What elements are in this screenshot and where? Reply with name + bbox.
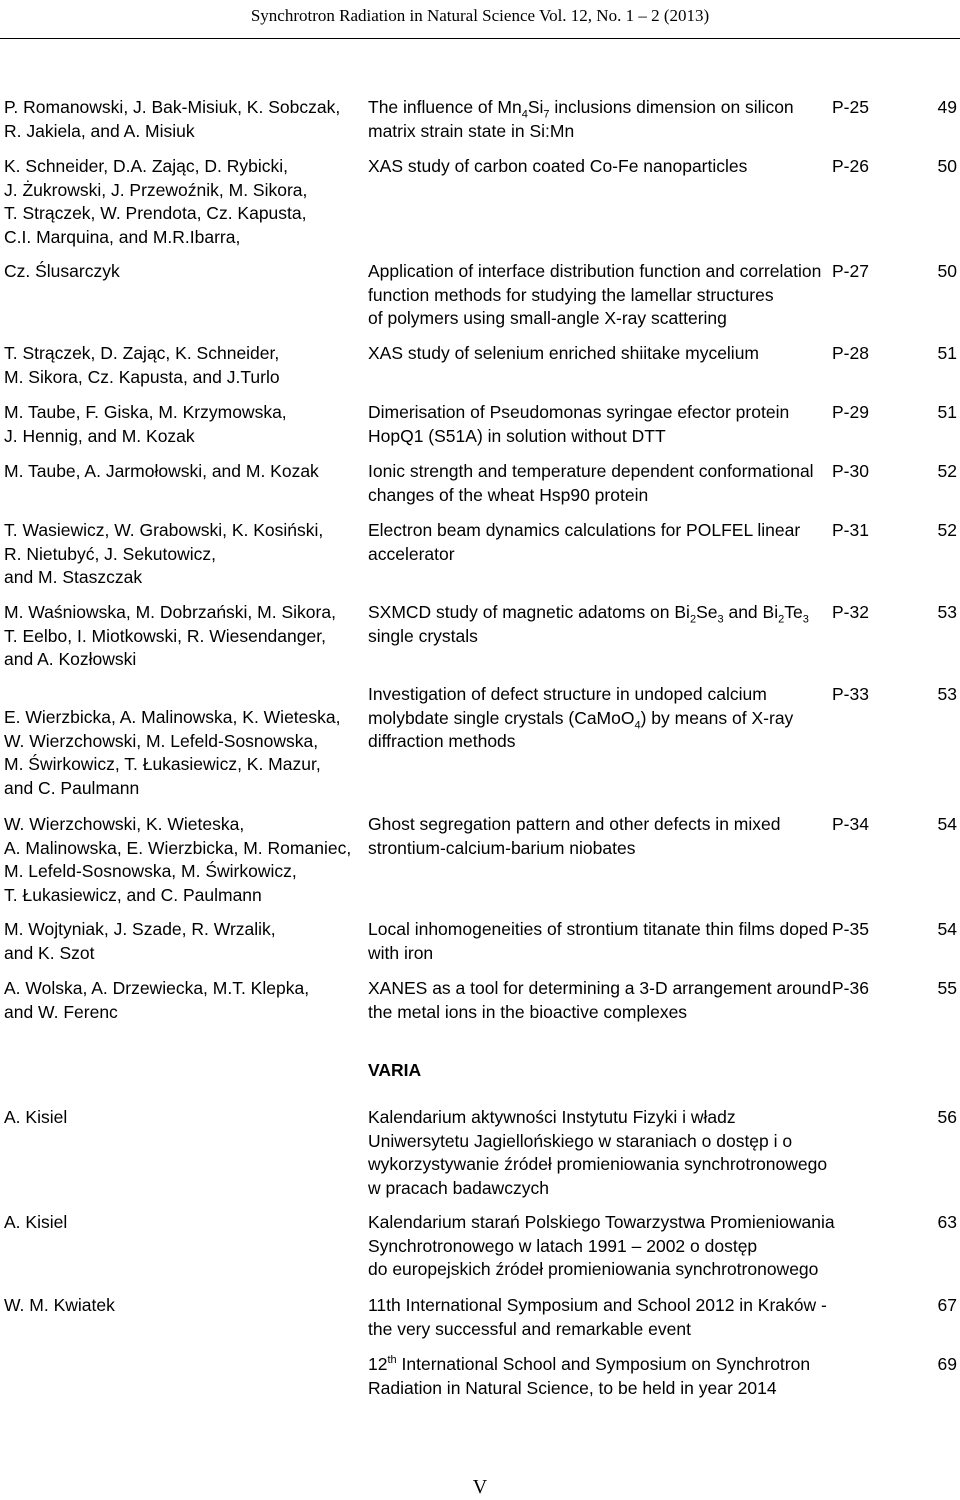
- entry-title: Electron beam dynamics calculations for POLFEL linear accelerator: [368, 520, 801, 564]
- poster-code: P-34: [832, 814, 869, 834]
- page-number: 52: [937, 461, 957, 481]
- entry-title: XAS study of carbon coated Co-Fe nanoparticles: [368, 156, 748, 176]
- page-number: 55: [937, 978, 957, 998]
- poster-code: P-35: [832, 919, 869, 939]
- entry-authors: M. Waśniowska, M. Dobrzański, M. Sikora, T. Eelbo, I. Miotkowski, R. Wiesendanger, and A. Kozłowski: [4, 602, 336, 670]
- page-folio: V: [472, 1476, 488, 1498]
- poster-code: P-32: [832, 602, 869, 622]
- entry-title: Investigation of defect structure in undoped calcium molybdate single crystals (CaMoO$_4$) by means of X-ray diffraction methods: [368, 684, 794, 752]
- page-number: 69: [937, 1354, 957, 1374]
- poster-code: P-26: [832, 156, 869, 176]
- entry-title: Kalendarium aktywności Instytutu Fizyki i władz Uniwersytetu Jagiellońskiego w staraniach o dostęp i o wykorzystywanie źródeł promieniowania synchrotronowego w pracach badawczych: [368, 1107, 828, 1198]
- entry-title: Local inhomogeneities of strontium titanate thin films doped with iron: [368, 919, 829, 963]
- entry-authors: M. Taube, F. Giska, M. Krzymowska, J. Hennig, and M. Kozak: [4, 402, 287, 446]
- entry-authors: T. Wasiewicz, W. Grabowski, K. Kosiński, R. Nietubyć, J. Sekutowicz, and M. Staszczak: [4, 520, 324, 588]
- page-number: 63: [937, 1212, 957, 1232]
- page-number: 49: [937, 97, 957, 117]
- entry-title: XANES as a tool for determining a 3-D arrangement around the metal ions in the bioactive complexes: [368, 978, 832, 1022]
- entry-title: XAS study of selenium enriched shiitake mycelium: [368, 343, 760, 363]
- poster-code: P-33: [832, 684, 869, 704]
- page-number: 67: [937, 1295, 957, 1315]
- entry-authors: M. Taube, A. Jarmołowski, and M. Kozak: [4, 461, 319, 481]
- page-number: 50: [937, 156, 957, 176]
- entry-title: Kalendarium starań Polskiego Towarzystwa Promieniowania Synchrotronowego w latach 1991 – 2002 o dostęp do europejskich źródeł promieniowania synchrotronowego: [368, 1212, 835, 1280]
- page-number: 51: [937, 343, 957, 363]
- poster-code: P-29: [832, 402, 869, 422]
- page-number: 56: [937, 1107, 957, 1127]
- page-number: 54: [937, 919, 957, 939]
- entry-title: SXMCD study of magnetic adatoms on $Bi_2Se_3$ and $Bi_2Te_3$ single crystals: [368, 602, 809, 646]
- entry-authors: P. Romanowski, J. Bak-Misiuk, K. Sobczak, R. Jakiela, and A. Misiuk: [4, 97, 341, 141]
- entry-authors: A. Wolska, A. Drzewiecka, M.T. Klepka, and W. Ferenc: [4, 978, 310, 1022]
- entry-title: Ghost segregation pattern and other defects in mixed strontium-calcium-barium niobates: [368, 814, 781, 858]
- entry-title: 11th International Symposium and School 2012 in Kraków - the very successful and remarkable event: [368, 1295, 827, 1339]
- poster-code: P-31: [832, 520, 869, 540]
- entry-authors: W. M. Kwiatek: [4, 1295, 115, 1315]
- entry-authors: T. Strączek, D. Zając, K. Schneider, M. Sikora, Cz. Kapusta, and J.Turlo: [4, 343, 280, 387]
- poster-code: P-25: [832, 97, 869, 117]
- entry-authors: W. Wierzchowski, K. Wieteska, A. Malinowska, E. Wierzbicka, M. Romaniec, M. Lefeld-Sosnowska, M. Świrkowicz, T. Łukasiewicz, and C. Paulmann: [4, 814, 352, 905]
- poster-code: P-36: [832, 978, 869, 998]
- poster-code: P-28: [832, 343, 869, 363]
- page-number: 53: [937, 602, 957, 622]
- entry-authors: A. Kisiel: [4, 1212, 68, 1232]
- page-number: 53: [937, 684, 957, 704]
- poster-code: P-30: [832, 461, 869, 481]
- entry-authors: K. Schneider, D.A. Zając, D. Rybicki, J. Żukrowski, J. Przewoźnik, M. Sikora, T. Strączek, W. Prendota, Cz. Kapusta, C.I. Marquina, and M.R.Ibarra,: [4, 156, 308, 247]
- page-number: 52: [937, 520, 957, 540]
- page-number: 54: [937, 814, 957, 834]
- entry-authors: Cz. Ślusarczyk: [4, 261, 120, 281]
- header-rule: [0, 38, 960, 39]
- section-heading: VARIA: [368, 1060, 422, 1080]
- page-number: 51: [937, 402, 957, 422]
- entry-authors: M. Wojtyniak, J. Szade, R. Wrzalik, and K. Szot: [4, 919, 276, 963]
- entry-authors: A. Kisiel: [4, 1107, 68, 1127]
- entry-title: Ionic strength and temperature dependent conformational changes of the wheat Hsp90 protein: [368, 461, 814, 505]
- entry-title: Dimerisation of Pseudomonas syringae efector protein HopQ1 (S51A) in solution without DTT: [368, 402, 790, 446]
- page-number: 50: [937, 261, 957, 281]
- running-header: Synchrotron Radiation in Natural Science Vol. 12, No. 1 – 2 (2013): [250, 6, 710, 25]
- entry-authors: E. Wierzbicka, A. Malinowska, K. Wieteska, W. Wierzchowski, M. Lefeld-Sosnowska, M. Świrkowicz, T. Łukasiewicz, K. Mazur, and C. Paulmann: [4, 707, 341, 798]
- entry-title: Application of interface distribution function and correlation function methods for studying the lamellar structures of polymers using small-angle X-ray scattering: [368, 261, 822, 329]
- entry-title: The influence of $Mn_4Si_7$ inclusions dimension on silicon matrix strain state in Si:Mn: [368, 97, 794, 141]
- entry-title: 12th International School and Symposium on Synchrotron Radiation in Natural Science, to be held in year 2014: [368, 1354, 811, 1398]
- poster-code: P-27: [832, 261, 869, 281]
